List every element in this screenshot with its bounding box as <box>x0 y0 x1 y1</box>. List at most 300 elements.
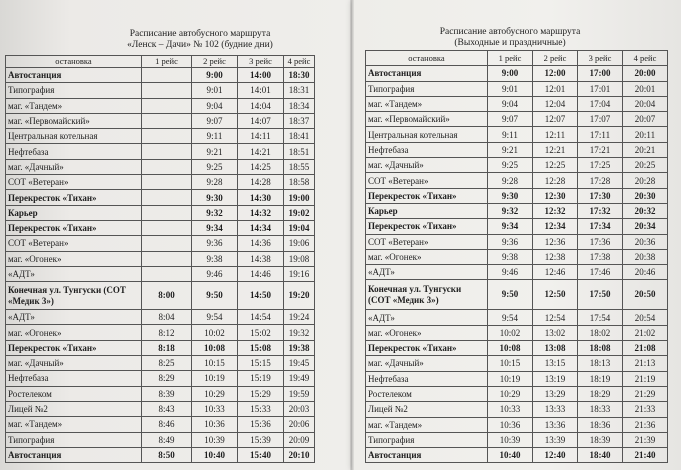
table-row <box>366 66 668 81</box>
departure-time-trip-1 <box>142 98 192 113</box>
table-row <box>6 190 315 205</box>
departure-time-trip-4: 20:11 <box>623 127 668 142</box>
departure-time-trip-2: 12:34 <box>533 219 578 234</box>
departure-time-trip-1: 9:30 <box>488 188 533 203</box>
stop-name: Типография <box>366 432 488 447</box>
table-row <box>6 175 315 190</box>
weekend-title <box>400 27 620 49</box>
departure-time-trip-3: 17:34 <box>578 219 623 234</box>
departure-time-trip-2: 13:29 <box>533 386 578 401</box>
departure-time-trip-1: 9:50 <box>488 280 533 310</box>
departure-time-trip-2: 9:46 <box>192 266 238 281</box>
stop-name: Перекресток «Тихан» <box>6 220 142 235</box>
departure-time-trip-2: 9:32 <box>192 205 238 220</box>
departure-time-trip-2: 12:25 <box>533 158 578 173</box>
departure-time-trip-4: 19:16 <box>284 266 315 281</box>
departure-time-trip-3: 18:36 <box>578 417 623 432</box>
departure-time-trip-3: 14:46 <box>238 266 284 281</box>
departure-time-trip-3: 14:11 <box>238 129 284 144</box>
departure-time-trip-2: 9:04 <box>192 98 238 113</box>
departure-time-trip-1: 10:40 <box>488 448 533 463</box>
departure-time-trip-3: 14:04 <box>238 98 284 113</box>
departure-time-trip-3: 15:02 <box>238 325 284 340</box>
column-header-trip-2: 2 рейс <box>192 56 238 68</box>
departure-time-trip-2: 9:54 <box>192 310 238 325</box>
departure-time-trip-1: 10:02 <box>488 325 533 340</box>
header-row <box>366 51 668 66</box>
departure-time-trip-2: 13:15 <box>533 356 578 371</box>
departure-time-trip-4: 20:46 <box>623 265 668 280</box>
departure-time-trip-3: 17:50 <box>578 280 623 310</box>
departure-time-trip-4: 20:30 <box>623 188 668 203</box>
departure-time-trip-2: 12:38 <box>533 249 578 264</box>
departure-time-trip-3: 17:21 <box>578 142 623 157</box>
table-row <box>6 113 315 128</box>
departure-time-trip-4: 21:36 <box>623 417 668 432</box>
departure-time-trip-2: 12:07 <box>533 112 578 127</box>
departure-time-trip-3: 17:32 <box>578 203 623 218</box>
departure-time-trip-4: 19:00 <box>284 190 315 205</box>
departure-time-trip-1: 8:43 <box>142 401 192 416</box>
departure-time-trip-3: 14:36 <box>238 236 284 251</box>
departure-time-trip-1 <box>142 68 192 83</box>
departure-time-trip-2: 10:39 <box>192 432 238 447</box>
departure-time-trip-2: 10:15 <box>192 356 238 371</box>
stop-name: Карьер <box>366 203 488 218</box>
departure-time-trip-3: 17:30 <box>578 188 623 203</box>
table-row <box>6 310 315 325</box>
column-header-trip-4: 4 рейс <box>623 51 668 66</box>
departure-time-trip-1: 10:19 <box>488 371 533 386</box>
stop-name: «АДТ» <box>6 266 142 281</box>
departure-time-trip-1 <box>142 190 192 205</box>
stop-name: Нефтебаза <box>6 144 142 159</box>
departure-time-trip-4: 20:50 <box>623 280 668 310</box>
departure-time-trip-2: 12:32 <box>533 203 578 218</box>
departure-time-trip-3: 18:29 <box>578 386 623 401</box>
departure-time-trip-1 <box>142 220 192 235</box>
departure-time-trip-1: 9:38 <box>488 249 533 264</box>
departure-time-trip-4: 19:32 <box>284 325 315 340</box>
departure-time-trip-4: 21:02 <box>623 325 668 340</box>
stop-name: Перекресток «Тихан» <box>6 340 142 355</box>
departure-time-trip-3: 14:21 <box>238 144 284 159</box>
departure-time-trip-4: 18:41 <box>284 129 315 144</box>
table-row <box>366 249 668 264</box>
departure-time-trip-3: 17:38 <box>578 249 623 264</box>
departure-time-trip-1: 10:39 <box>488 432 533 447</box>
departure-time-trip-3: 17:11 <box>578 127 623 142</box>
departure-time-trip-3: 17:00 <box>578 66 623 81</box>
departure-time-trip-2: 12:04 <box>533 96 578 111</box>
column-header-trip-2: 2 рейс <box>533 51 578 66</box>
departure-time-trip-2: 12:28 <box>533 173 578 188</box>
stop-name: «АДТ» <box>6 310 142 325</box>
weekday-title-line1: Расписание автобусного маршрута <box>129 29 271 39</box>
departure-time-trip-3: 14:38 <box>238 251 284 266</box>
stop-name: маг. «Дачный» <box>6 356 142 371</box>
table-row <box>6 401 315 416</box>
table-row <box>366 203 668 218</box>
departure-time-trip-1: 9:28 <box>488 173 533 188</box>
stop-name: «АДТ» <box>366 310 488 325</box>
stop-name: маг. «Тандем» <box>6 98 142 113</box>
departure-time-trip-1 <box>142 175 192 190</box>
departure-time-trip-4: 19:08 <box>284 251 315 266</box>
departure-time-trip-2: 9:01 <box>192 83 238 98</box>
departure-time-trip-3: 18:08 <box>578 341 623 356</box>
departure-time-trip-3: 15:40 <box>238 447 284 462</box>
departure-time-trip-1: 9:07 <box>488 112 533 127</box>
departure-time-trip-2: 12:01 <box>533 81 578 96</box>
table-row <box>366 265 668 280</box>
departure-time-trip-1: 9:11 <box>488 127 533 142</box>
table-row <box>366 371 668 386</box>
table-row <box>6 98 315 113</box>
stop-name: маг. «Тандем» <box>6 417 142 432</box>
departure-time-trip-1: 9:00 <box>488 66 533 81</box>
departure-time-trip-4: 18:30 <box>284 68 315 83</box>
departure-time-trip-3: 15:29 <box>238 386 284 401</box>
departure-time-trip-4: 20:07 <box>623 112 668 127</box>
column-header-stop: остановка <box>366 51 488 66</box>
departure-time-trip-1: 10:29 <box>488 386 533 401</box>
stop-name: «АДТ» <box>366 265 488 280</box>
table-row <box>6 83 315 98</box>
departure-time-trip-4: 20:00 <box>623 66 668 81</box>
departure-time-trip-4: 19:38 <box>284 340 315 355</box>
departure-time-trip-1: 8:25 <box>142 356 192 371</box>
departure-time-trip-4: 19:45 <box>284 356 315 371</box>
departure-time-trip-2: 9:50 <box>192 282 238 310</box>
stop-name: Перекресток «Тихан» <box>6 190 142 205</box>
table-row <box>366 158 668 173</box>
table-row <box>6 432 315 447</box>
departure-time-trip-2: 12:11 <box>533 127 578 142</box>
table-row <box>6 282 315 310</box>
departure-time-trip-3: 17:46 <box>578 265 623 280</box>
departure-time-trip-2: 9:21 <box>192 144 238 159</box>
weekday-title <box>70 29 330 51</box>
weekend-title-line1: Расписание автобусного маршрута <box>439 27 581 37</box>
departure-time-trip-4: 19:06 <box>284 236 315 251</box>
departure-time-trip-1 <box>142 113 192 128</box>
table-row <box>366 341 668 356</box>
departure-time-trip-3: 18:13 <box>578 356 623 371</box>
departure-time-trip-2: 12:30 <box>533 188 578 203</box>
departure-time-trip-1: 8:49 <box>142 432 192 447</box>
table-row <box>366 386 668 401</box>
weekday-title-line2: «Ленск – Дачи» № 102 (будние дни) <box>127 40 273 50</box>
departure-time-trip-2: 10:29 <box>192 386 238 401</box>
column-header-trip-3: 3 рейс <box>578 51 623 66</box>
table-row <box>366 432 668 447</box>
departure-time-trip-4: 19:02 <box>284 205 315 220</box>
departure-time-trip-3: 14:25 <box>238 159 284 174</box>
stop-name: Автостанция <box>6 447 142 462</box>
column-header-trip-1: 1 рейс <box>142 56 192 68</box>
table-row <box>366 417 668 432</box>
table-row <box>366 112 668 127</box>
table-row <box>6 159 315 174</box>
stop-name: Ростелеком <box>366 386 488 401</box>
departure-time-trip-2: 10:02 <box>192 325 238 340</box>
stop-name: Перекресток «Тихан» <box>366 341 488 356</box>
departure-time-trip-3: 14:50 <box>238 282 284 310</box>
stop-name: маг. «Дачный» <box>366 356 488 371</box>
table-row <box>6 251 315 266</box>
stop-name: СОТ «Ветеран» <box>6 175 142 190</box>
stop-name: Автостанция <box>6 68 142 83</box>
departure-time-trip-3: 18:02 <box>578 325 623 340</box>
stop-name: СОТ «Ветеран» <box>366 234 488 249</box>
departure-time-trip-4: 19:49 <box>284 371 315 386</box>
table-row <box>6 386 315 401</box>
departure-time-trip-2: 9:28 <box>192 175 238 190</box>
departure-time-trip-3: 17:04 <box>578 96 623 111</box>
weekday-schedule-table <box>5 55 315 463</box>
departure-time-trip-2: 12:40 <box>533 448 578 463</box>
departure-time-trip-3: 15:15 <box>238 356 284 371</box>
departure-time-trip-1: 9:32 <box>488 203 533 218</box>
table-row <box>366 325 668 340</box>
stop-name: Нефтебаза <box>366 142 488 157</box>
departure-time-trip-3: 15:36 <box>238 417 284 432</box>
table-row <box>366 356 668 371</box>
departure-time-trip-2: 9:38 <box>192 251 238 266</box>
departure-time-trip-3: 14:30 <box>238 190 284 205</box>
column-header-stop: остановка <box>6 56 142 68</box>
departure-time-trip-4: 20:09 <box>284 432 315 447</box>
table-row <box>366 188 668 203</box>
departure-time-trip-4: 18:51 <box>284 144 315 159</box>
departure-time-trip-2: 12:46 <box>533 265 578 280</box>
column-header-trip-4: 4 рейс <box>284 56 315 68</box>
table-row <box>6 68 315 83</box>
table-row <box>6 236 315 251</box>
stop-name: маг. «Огонек» <box>6 251 142 266</box>
sheet-fold <box>350 0 354 470</box>
table-row <box>366 127 668 142</box>
table-row <box>6 371 315 386</box>
departure-time-trip-4: 21:29 <box>623 386 668 401</box>
table-row <box>366 219 668 234</box>
column-header-trip-3: 3 рейс <box>238 56 284 68</box>
departure-time-trip-1: 8:46 <box>142 417 192 432</box>
table-row <box>366 280 668 310</box>
stop-name: Карьер <box>6 205 142 220</box>
stop-name: Лицей №2 <box>366 402 488 417</box>
table-row <box>6 340 315 355</box>
stop-name: Автостанция <box>366 66 488 81</box>
stop-name: Конечная ул. Тунгуски (СОТ «Медик 3») <box>6 282 142 310</box>
departure-time-trip-1: 8:29 <box>142 371 192 386</box>
departure-time-trip-4: 20:04 <box>623 96 668 111</box>
table-row <box>366 142 668 157</box>
departure-time-trip-1: 8:00 <box>142 282 192 310</box>
table-row <box>6 447 315 462</box>
departure-time-trip-4: 19:24 <box>284 310 315 325</box>
stop-name: Центральная котельная <box>6 129 142 144</box>
departure-time-trip-2: 9:07 <box>192 113 238 128</box>
departure-time-trip-4: 19:04 <box>284 220 315 235</box>
stop-name: Перекресток «Тихан» <box>366 219 488 234</box>
departure-time-trip-4: 20:32 <box>623 203 668 218</box>
table-row <box>366 234 668 249</box>
table-row <box>6 129 315 144</box>
departure-time-trip-2: 13:08 <box>533 341 578 356</box>
departure-time-trip-1 <box>142 144 192 159</box>
departure-time-trip-4: 18:55 <box>284 159 315 174</box>
departure-time-trip-4: 21:40 <box>623 448 668 463</box>
departure-time-trip-2: 10:36 <box>192 417 238 432</box>
stop-name: маг. «Огонек» <box>366 325 488 340</box>
departure-time-trip-2: 9:30 <box>192 190 238 205</box>
table-row <box>366 402 668 417</box>
departure-time-trip-2: 10:33 <box>192 401 238 416</box>
departure-time-trip-2: 12:50 <box>533 280 578 310</box>
table-row <box>366 310 668 325</box>
departure-time-trip-3: 14:32 <box>238 205 284 220</box>
departure-time-trip-2: 9:34 <box>192 220 238 235</box>
departure-time-trip-4: 19:59 <box>284 386 315 401</box>
departure-time-trip-3: 14:28 <box>238 175 284 190</box>
stop-name: маг. «Тандем» <box>366 96 488 111</box>
stop-name: маг. «Огонек» <box>366 249 488 264</box>
stop-name: Типография <box>366 81 488 96</box>
departure-time-trip-2: 9:25 <box>192 159 238 174</box>
table-row <box>6 205 315 220</box>
departure-time-trip-2: 10:40 <box>192 447 238 462</box>
departure-time-trip-4: 18:34 <box>284 98 315 113</box>
departure-time-trip-4: 20:10 <box>284 447 315 462</box>
departure-time-trip-4: 20:21 <box>623 142 668 157</box>
departure-time-trip-1: 8:18 <box>142 340 192 355</box>
weekend-schedule-table <box>365 50 668 463</box>
departure-time-trip-3: 15:08 <box>238 340 284 355</box>
departure-time-trip-3: 18:39 <box>578 432 623 447</box>
departure-time-trip-1: 9:21 <box>488 142 533 157</box>
departure-time-trip-2: 13:36 <box>533 417 578 432</box>
weekend-title-line2: (Выходные и праздничные) <box>454 38 566 48</box>
stop-name: Автостанция <box>366 448 488 463</box>
departure-time-trip-4: 19:20 <box>284 282 315 310</box>
departure-time-trip-3: 14:34 <box>238 220 284 235</box>
stop-name: СОТ «Ветеран» <box>366 173 488 188</box>
departure-time-trip-2: 13:39 <box>533 432 578 447</box>
departure-time-trip-3: 18:40 <box>578 448 623 463</box>
stop-name: Типография <box>6 83 142 98</box>
departure-time-trip-4: 18:58 <box>284 175 315 190</box>
departure-time-trip-4: 21:19 <box>623 371 668 386</box>
departure-time-trip-4: 20:06 <box>284 417 315 432</box>
departure-time-trip-2: 10:08 <box>192 340 238 355</box>
departure-time-trip-1 <box>142 129 192 144</box>
stop-name: СОТ «Ветеран» <box>6 236 142 251</box>
departure-time-trip-2: 13:02 <box>533 325 578 340</box>
departure-time-trip-1: 10:15 <box>488 356 533 371</box>
table-row <box>6 220 315 235</box>
stop-name: Центральная котельная <box>366 127 488 142</box>
departure-time-trip-3: 17:28 <box>578 173 623 188</box>
departure-time-trip-2: 9:11 <box>192 129 238 144</box>
departure-time-trip-2: 12:36 <box>533 234 578 249</box>
departure-time-trip-2: 12:54 <box>533 310 578 325</box>
stop-name: маг. «Первомайский» <box>6 113 142 128</box>
table-row <box>6 144 315 159</box>
departure-time-trip-1: 9:46 <box>488 265 533 280</box>
departure-time-trip-3: 17:01 <box>578 81 623 96</box>
departure-time-trip-1: 9:34 <box>488 219 533 234</box>
departure-time-trip-1: 10:33 <box>488 402 533 417</box>
stop-name: Конечная ул. Тунгуски (СОТ «Медик 3») <box>366 280 488 310</box>
departure-time-trip-4: 21:33 <box>623 402 668 417</box>
stop-name: Ростелеком <box>6 386 142 401</box>
departure-time-trip-2: 12:00 <box>533 66 578 81</box>
departure-time-trip-1 <box>142 205 192 220</box>
departure-time-trip-3: 17:36 <box>578 234 623 249</box>
departure-time-trip-2: 13:19 <box>533 371 578 386</box>
departure-time-trip-1: 9:04 <box>488 96 533 111</box>
departure-time-trip-3: 17:54 <box>578 310 623 325</box>
stop-name: Типография <box>6 432 142 447</box>
departure-time-trip-4: 18:31 <box>284 83 315 98</box>
departure-time-trip-4: 20:28 <box>623 173 668 188</box>
departure-time-trip-1: 9:25 <box>488 158 533 173</box>
table-row <box>366 173 668 188</box>
stop-name: маг. «Тандем» <box>366 417 488 432</box>
stop-name: маг. «Первомайский» <box>366 112 488 127</box>
departure-time-trip-4: 20:38 <box>623 249 668 264</box>
table-row <box>6 266 315 281</box>
departure-time-trip-4: 20:01 <box>623 81 668 96</box>
table-row <box>6 417 315 432</box>
departure-time-trip-3: 14:54 <box>238 310 284 325</box>
departure-time-trip-2: 12:21 <box>533 142 578 157</box>
departure-time-trip-4: 18:37 <box>284 113 315 128</box>
departure-time-trip-1: 10:36 <box>488 417 533 432</box>
table-row <box>366 448 668 463</box>
departure-time-trip-4: 21:08 <box>623 341 668 356</box>
departure-time-trip-1 <box>142 236 192 251</box>
departure-time-trip-3: 14:01 <box>238 83 284 98</box>
departure-time-trip-3: 17:07 <box>578 112 623 127</box>
departure-time-trip-3: 17:25 <box>578 158 623 173</box>
departure-time-trip-1: 8:50 <box>142 447 192 462</box>
stop-name: Нефтебаза <box>366 371 488 386</box>
departure-time-trip-2: 9:36 <box>192 236 238 251</box>
stop-name: маг. «Огонек» <box>6 325 142 340</box>
departure-time-trip-3: 14:00 <box>238 68 284 83</box>
departure-time-trip-3: 14:07 <box>238 113 284 128</box>
column-header-trip-1: 1 рейс <box>488 51 533 66</box>
departure-time-trip-1: 8:39 <box>142 386 192 401</box>
departure-time-trip-1: 8:04 <box>142 310 192 325</box>
departure-time-trip-1 <box>142 83 192 98</box>
departure-time-trip-3: 15:33 <box>238 401 284 416</box>
departure-time-trip-3: 18:33 <box>578 402 623 417</box>
departure-time-trip-2: 10:19 <box>192 371 238 386</box>
stop-name: маг. «Дачный» <box>366 158 488 173</box>
stop-name: Лицей №2 <box>6 401 142 416</box>
departure-time-trip-4: 20:34 <box>623 219 668 234</box>
departure-time-trip-1: 10:08 <box>488 341 533 356</box>
departure-time-trip-1 <box>142 266 192 281</box>
departure-time-trip-2: 13:33 <box>533 402 578 417</box>
table-row <box>6 356 315 371</box>
stop-name: Перекресток «Тихан» <box>366 188 488 203</box>
departure-time-trip-4: 21:39 <box>623 432 668 447</box>
